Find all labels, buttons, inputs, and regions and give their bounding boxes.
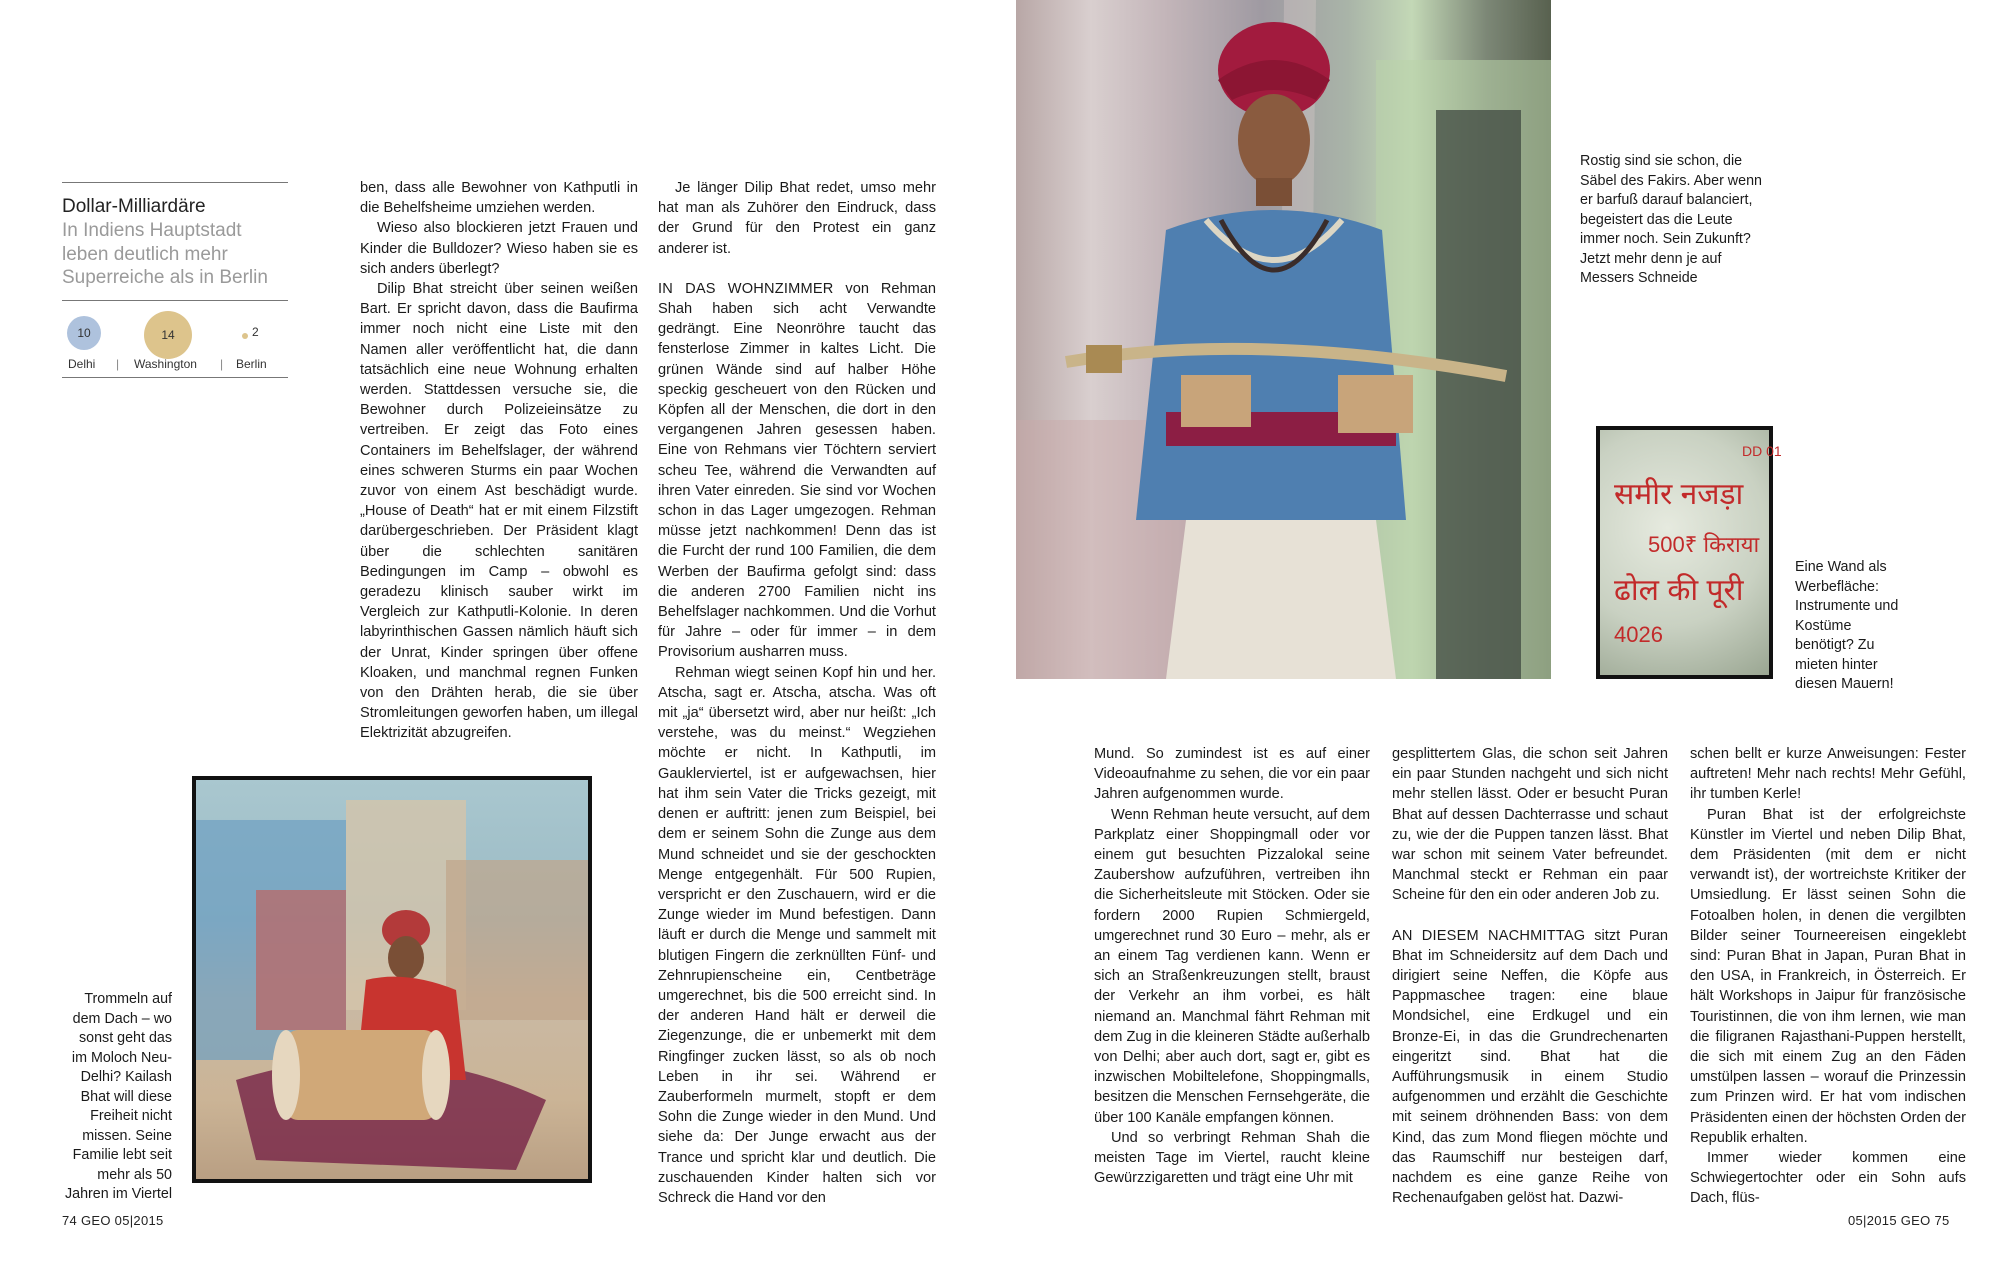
section-text: von Rehman Shah haben sich acht Verwandte gedrängt. Eine Neonröhre taucht das fensterlose Zimmer in kaltes Licht. Die grünen Wände sind auf halber Höhe speckig gescheuert von den Rücken und Köpfen all der Menschen, die dort in den vergangenen Jahren gesessen haben. Eine von Rehmans vier Töchtern serviert scheu Tee, während die Verwandten auf ihren Vater einreden. Sie sind vor Wochen schon in das Lager umgezogen. Rehman müsse jetzt nachkommen! Denn das ist die Furcht der rund 100 Familien, die dem Werben der Baufirma gefolgt sind: dass die anderen 2700 Familien nicht ins Behelfslager nachkommen. Und die Vorhut für Jahre – oder für immer – in dem Provisorium ausharren muss. — [658, 280, 936, 661]
drum-photo-caption: Trommeln auf dem Dach – wo sonst geht das im Moloch Neu-Delhi? Kailash Bhat will diese Freiheit nicht missen. Seine Familie lebt seit mehr als 50 Jahren im Viertel — [64, 991, 172, 1202]
paragraph: schen bellt er kurze Anweisungen: Fester auftreten! Mehr nach rechts! Mehr Gefühl, ihr tumben Kerle! — [1690, 746, 1966, 803]
paragraph: Und so verbringt Rehman Shah die meisten Tage im Viertel, raucht kleine Gewürzzigaretten und trägt eine Uhr mit — [1094, 1129, 1370, 1187]
section-lead-in: IN DAS WOHNZIMMER — [658, 280, 834, 297]
article-column-1 — [360, 178, 638, 744]
drum-photo — [192, 776, 592, 1183]
city-label-washington: Washington — [134, 356, 197, 371]
bubble-berlin-count: 2 — [252, 324, 259, 339]
infobox-subtitle: In Indiens Hauptstadt leben deutlich mehr Superreiche als in Berlin — [62, 220, 268, 288]
paragraph: Puran Bhat ist der erfolgreichste Künstler im Viertel und neben Dilip Bhat, dem Präsidenten (mit dem er nicht verwandt ist), der wortreichste Kritiker der Umsiedlung. Er lässt seinen Sohn die Fotoalben holen, in denen die vergilbten Bilder seiner Tourneereisen eingeklebt sind: Puran Bhat in Japan, Puran Bhat in den USA, in Frankreich, in Österreich. Er hält Workshops in Jaipur für französische Touristinnen, die von ihm lernen, wie man die filigranen Rajasthani-Puppen herstellt, die sich mit einem Zug an den Fäden umstülpen lassen – worauf die Prinzessin zum Prinzen wird. Er hat vom indischen Präsidenten einen der höchsten Orden der Republik erhalten. — [1690, 806, 1966, 1146]
paragraph: Immer wieder kommen eine Schwiegertochter oder ein Sohn aufs Dach, flüs- — [1690, 1150, 1966, 1207]
bubble-washington: 14 — [144, 311, 192, 359]
city-separator: | — [220, 356, 224, 371]
article-column-3 — [1094, 744, 1370, 1188]
section-text: sitzt Puran Bhat im Schneidersitz auf dem Dach und dirigiert seine Neffen, die Köpfe aus Pappmaschee tragen: eine blaue Mondsichel, eine Erdkugel und ein Bronze-Ei, in das die Grundrechenarten eingeritzt sind. Bhat hat die Aufführungsmusik in einem Studio aufgenommen und erzählt die Geschichte mit seinem dröhnenden Bass: von dem Kind, das zum Mond fliegen möchte und das Raumschiff nur besteigen darf, nachdem es eine ganze Reihe von Rechenaufgaben gelöst hat. Dazwi- — [1392, 927, 1669, 1207]
bubble-delhi: 10 — [67, 316, 101, 350]
city-label-delhi: Delhi — [68, 356, 96, 371]
fakir-illustration — [1016, 0, 1551, 679]
paragraph: Dilip Bhat streicht über seinen weißen Bart. Er spricht davon, dass die Baufirma immer noch nicht eine Liste mit den Namen aller veröffentlicht hat, die dann tatsächlich eine neue Wohnung erhalten werden. Stattdessen versuche sie, die Bewohner durch Polizeieinsätze zu vertreiben. Er zeigt das Foto eines Containers im Behelfslager, der während eines schweren Sturms ein paar Wochen zuvor von einem Ast beschädigt wurde. „House of Death“ hat er mit einem Filzstift darübergeschrieben. Der Präsident klagt über die schlechten sanitären Bedingungen im Camp – obwohl es geradezu klinisch sauber wirkt im Vergleich zur Kathputli-Kolonie. In deren labyrinthischen Gassen nämlich häuft sich der Unrat, Kinder springen über offene Kloaken, und manchmal regnen Funken von den Drähten herab, die sie über Stromleitungen geworfen haben, um illegal Elektrizität abzugreifen. — [360, 281, 638, 742]
city-separator: | — [116, 356, 120, 371]
wall-graffiti-line: 500₹ किराया — [1648, 532, 1760, 557]
wall-graffiti-illustration — [1600, 430, 1782, 675]
paragraph: Rehman wiegt seinen Kopf hin und her. Atscha, sagt er. Atscha, atscha. Was oft mit „ja“ übersetzt wird, aber nur heißt: „Ich verstehe, was du meinst.“ Wegziehen möchte er nicht. In Kathputli, im Gauklerviertel, ist er aufgewachsen, hier hat ihm sein Vater die Tricks gezeigt, mit denen er auftritt: jenen zum Beispiel, bei dem er seinem Sohn die Zunge aus dem Mund schneidet und sie der geschockten Menge entgegenhält. Für 500 Rupien, verspricht er den Zuschauern, wird er die Zunge wieder im Mund befestigen. Dann läuft er durch die Menge und sammelt mit blutigen Fingern die zerknüllten Fünf- und Zehnrupienscheine ein, Centbeträge umgerechnet, bis die 500 erreicht sind. In der anderen Hand hält er derweil die Ziegenzunge, die er unbemerkt mit dem Ringfinger zucken lässt, so als ob noch Leben in ihr sei. Während er Zauberformeln murmelt, stopft er dem Sohn die Zunge wieder in den Mund. Und siehe da: Der Junge erwacht aus der Trance und spricht klar und deutlich. Die zuschauenden Kinder halten sich vor Schreck die Hand vor den — [658, 664, 936, 1206]
billionaire-bubble-chart — [62, 300, 288, 378]
infobox-top-rule — [62, 182, 288, 183]
article-column-4 — [1392, 744, 1668, 1208]
page-number-right: 05|2015 GEO 75 — [1848, 1213, 1950, 1228]
paragraph: Wieso also blockieren jetzt Frauen und Kinder die Bulldozer? Wieso haben sie es sich anders überlegt? — [360, 220, 638, 277]
billionaire-infobox — [62, 182, 288, 378]
page-number-left: 74 GEO 05|2015 — [62, 1213, 164, 1228]
wall-photo-caption: Eine Wand als Werbefläche: Instrumente und Kostüme benötigt? Zu mieten hinter diesen Mauern! — [1795, 559, 1899, 692]
paragraph: Je länger Dilip Bhat redet, umso mehr hat man als Zuhörer den Eindruck, dass der Grund für den Protest ein ganz anderer ist. — [658, 180, 936, 257]
article-column-2 — [658, 178, 936, 1208]
wall-graffiti-line: DD 01 — [1742, 443, 1782, 459]
fakir-photo-caption: Rostig sind sie schon, die Säbel des Fakirs. Aber wenn er barfuß darauf balanciert, begeistert das die Leute immer noch. Sein Zukunft? Jetzt mehr denn je auf Messers Schneide — [1580, 153, 1762, 286]
wall-graffiti-line: 4026 — [1614, 622, 1663, 647]
drum-illustration — [196, 780, 588, 1179]
paragraph: ben, dass alle Bewohner von Kathputli in die Behelfsheime umziehen werden. — [360, 180, 638, 217]
wall-graffiti-line: ढोल की पूरी — [1614, 574, 1744, 607]
paragraph: Wenn Rehman heute versucht, auf dem Parkplatz einer Shoppingmall oder vor einem gut besuchten Pizzalokal seine Zaubershow aufzuführen, vertreiben ihn die Sicherheitsleute mit Stöcken. Oder sie fordern 2000 Rupien Schmiergeld, umgerechnet rund 30 Euro – mehr, als er an einem Tag verdienen kann. Wenn er sich an Straßenkreuzungen stellt, braust der Verkehr an ihm vorbei, es hält niemand an. Manchmal fährt Rehman mit dem Zug in die kleineren Städte außerhalb von Delhi; aber auch dort, sagt er, gibt es inzwischen Mobiltelefone, Shoppingmalls, besitzen die Menschen Fernsehgeräte, die über 100 Kanäle empfangen können. — [1094, 806, 1370, 1126]
paragraph: Mund. So zumindest ist es auf einer Videoaufnahme zu sehen, die vor ein paar Jahren aufgenommen wurde. — [1094, 746, 1370, 803]
paragraph: gesplittertem Glas, die schon seit Jahren ein paar Stunden nachgeht und sich nicht mehr stellen lässt. Oder er besucht Puran Bhat auf dessen Dachterrasse und schaut zu, wie der die Puppen tanzen lässt. Bhat war schon mit seinem Vater befreundet. Manchmal steckt er Rehman ein paar Scheine für den ein oder anderen Job zu. — [1392, 746, 1668, 904]
infobox-title: Dollar-Milliardäre — [62, 196, 206, 217]
article-column-5 — [1690, 744, 1966, 1209]
wall-photo — [1596, 426, 1782, 679]
section-paragraph — [1392, 926, 1668, 1209]
city-label-berlin: Berlin — [236, 356, 267, 371]
section-paragraph — [658, 279, 936, 663]
section-lead-in: AN DIESEM NACHMITTAG — [1392, 927, 1586, 944]
bubble-berlin — [242, 333, 248, 339]
wall-graffiti-line: समीर नजड़ा — [1614, 478, 1744, 511]
fakir-photo — [1016, 0, 1551, 679]
